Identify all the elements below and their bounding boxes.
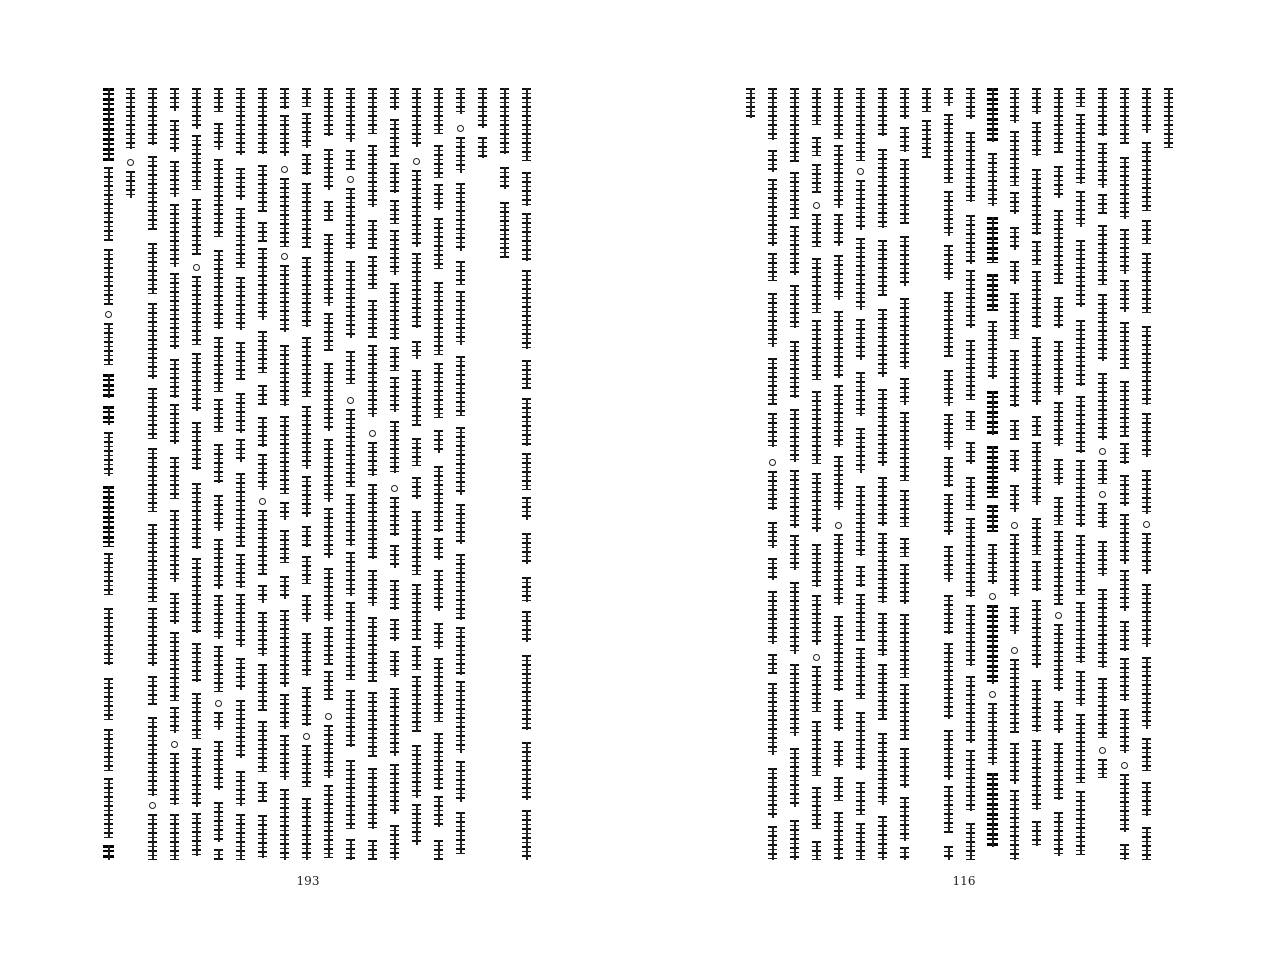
text-column	[964, 88, 977, 860]
text-column	[344, 88, 357, 860]
text-column	[476, 88, 489, 860]
text-column	[942, 88, 955, 860]
text-column	[146, 88, 159, 860]
right-page-text-block	[744, 88, 1184, 860]
text-column	[744, 88, 757, 860]
text-column	[300, 88, 313, 860]
right-page-number: 116	[952, 874, 976, 888]
text-column	[102, 88, 115, 860]
text-column	[454, 88, 467, 860]
text-column	[1162, 88, 1175, 860]
text-column	[388, 88, 401, 860]
text-column	[766, 88, 779, 860]
text-column	[498, 88, 511, 860]
text-column	[1030, 88, 1043, 860]
text-column	[432, 88, 445, 860]
text-column	[124, 88, 137, 860]
right-page	[632, 0, 1265, 978]
text-column	[898, 88, 911, 860]
text-column	[190, 88, 203, 860]
text-column	[1074, 88, 1087, 860]
text-column	[1008, 88, 1021, 860]
text-column	[278, 88, 291, 860]
text-column	[1052, 88, 1065, 860]
text-column	[832, 88, 845, 860]
left-page-number: 193	[296, 874, 320, 888]
text-column	[810, 88, 823, 860]
text-column	[366, 88, 379, 860]
text-column	[168, 88, 181, 860]
text-column	[920, 88, 933, 860]
text-column	[854, 88, 867, 860]
text-column	[1096, 88, 1109, 860]
left-page-text-block	[102, 88, 540, 860]
text-column	[256, 88, 269, 860]
text-column	[234, 88, 247, 860]
text-column	[788, 88, 801, 860]
text-column	[322, 88, 335, 860]
text-column	[212, 88, 225, 860]
text-column	[410, 88, 423, 860]
text-column	[1140, 88, 1153, 860]
text-column	[520, 88, 533, 860]
text-column	[986, 88, 999, 860]
text-column	[876, 88, 889, 860]
text-column	[1118, 88, 1131, 860]
left-page	[0, 0, 632, 978]
